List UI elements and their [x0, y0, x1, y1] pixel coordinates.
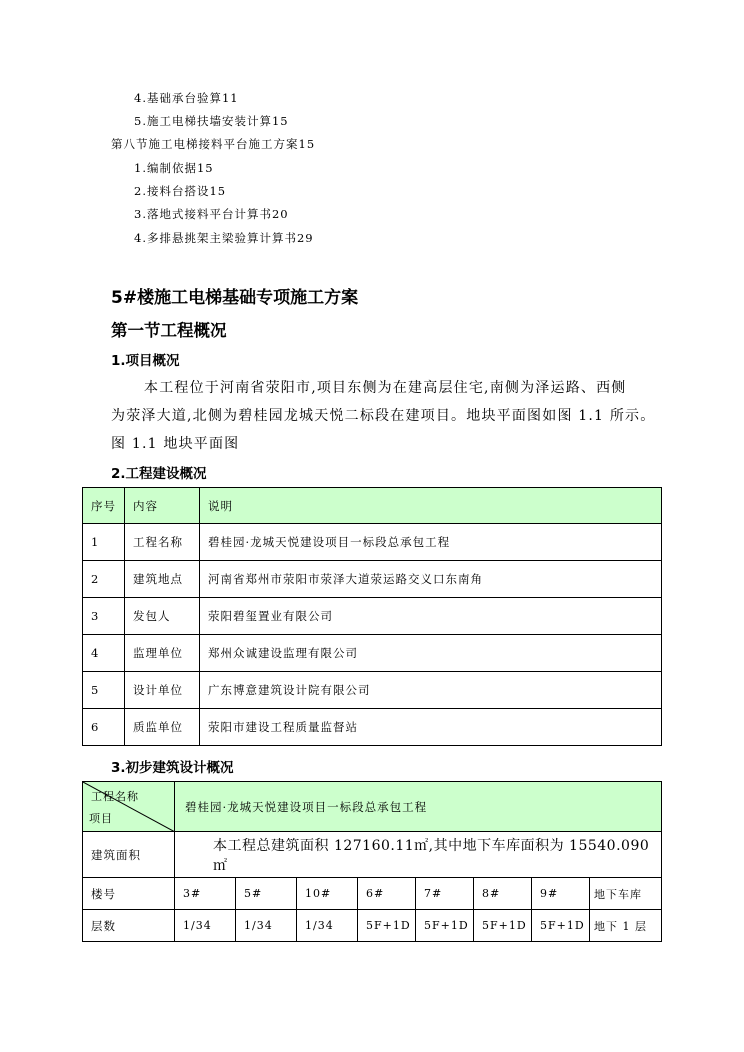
- table-cell: 10#: [297, 878, 358, 910]
- table-row: [83, 635, 662, 672]
- table-cell: 河南省郑州市荥阳市荥泽大道荥运路交义口东南角: [200, 561, 662, 598]
- table-cell: 地下 1 层: [590, 910, 662, 942]
- table-row: [83, 524, 662, 561]
- subsection-title: 2.工程建设概况: [111, 466, 207, 482]
- table-cell: 5F+1D: [358, 910, 416, 942]
- table-cell: 广东博意建筑设计院有限公司: [200, 672, 662, 709]
- table-cell: 地下车库: [590, 878, 662, 910]
- table-header-row: [83, 488, 662, 524]
- section-title: 第一节工程概况: [111, 321, 227, 340]
- design-overview-table: [82, 781, 662, 942]
- table-cell: 荥阳市建设工程质量监督站: [200, 709, 662, 746]
- table-row: [83, 672, 662, 709]
- table-row: [83, 832, 662, 878]
- table-cell: 9#: [532, 878, 590, 910]
- header-cell: 说明: [200, 488, 662, 524]
- corner-label-bottom: 项目: [89, 812, 113, 825]
- table-cell: 1/34: [236, 910, 297, 942]
- table-cell: 2: [83, 561, 125, 598]
- table-row: [83, 878, 662, 910]
- toc-item[interactable]: 第八节施工电梯接料平台施工方案15: [111, 137, 316, 151]
- toc-item[interactable]: 3.落地式接料平台计算书20: [134, 207, 289, 221]
- area-value-cell: 本工程总建筑面积 127160.11㎡,其中地下车库面积为 15540.090㎡: [175, 832, 662, 878]
- table-cell: 1/34: [175, 910, 236, 942]
- table-row: [83, 709, 662, 746]
- table-cell: 5: [83, 672, 125, 709]
- table-cell: 监理单位: [125, 635, 200, 672]
- floors-label-cell: 层数: [83, 910, 175, 942]
- table-cell: 1/34: [297, 910, 358, 942]
- paragraph-line: 本工程位于河南省荥阳市,项目东侧为在建高层住宅,南侧为泽运路、西侧: [144, 380, 627, 396]
- table-cell: 发包人: [125, 598, 200, 635]
- project-info-table: [82, 487, 662, 746]
- table-cell: 3#: [175, 878, 236, 910]
- table-cell: 6#: [358, 878, 416, 910]
- toc-item[interactable]: 2.接料台搭设15: [134, 184, 227, 198]
- subsection-title: 1.项目概况: [111, 353, 180, 369]
- table-cell: 郑州众诚建设监理有限公司: [200, 635, 662, 672]
- table-cell: 4: [83, 635, 125, 672]
- table-row: [83, 598, 662, 635]
- table-row: [83, 782, 662, 832]
- figure-caption: 图 1.1 地块平面图: [111, 436, 240, 452]
- table-cell: 8#: [474, 878, 532, 910]
- toc-item[interactable]: 1.编制依据15: [134, 161, 214, 175]
- area-label-cell: 建筑面积: [83, 832, 175, 878]
- table-cell: 荥阳碧玺置业有限公司: [200, 598, 662, 635]
- table-cell: 工程名称: [125, 524, 200, 561]
- table-cell: 质监单位: [125, 709, 200, 746]
- subsection-title: 3.初步建筑设计概况: [111, 760, 234, 776]
- toc-item[interactable]: 4.基础承台验算11: [134, 91, 239, 105]
- table-cell: 5F+1D: [532, 910, 590, 942]
- document-title: 5#楼施工电梯基础专项施工方案: [111, 288, 359, 308]
- table-cell: 设计单位: [125, 672, 200, 709]
- table-cell: 5#: [236, 878, 297, 910]
- building-label-cell: 楼号: [83, 878, 175, 910]
- table-row: [83, 910, 662, 942]
- toc-item[interactable]: 4.多排悬挑架主梁验算计算书29: [134, 231, 314, 245]
- table-cell: 6: [83, 709, 125, 746]
- toc-item[interactable]: 5.施工电梯扶墙安装计算15: [134, 114, 289, 128]
- paragraph-line: 为荥泽大道,北侧为碧桂园龙城天悦二标段在建项目。地块平面图如图 1.1 所示。: [111, 408, 656, 424]
- header-cell: 序号: [83, 488, 125, 524]
- project-name-cell: 碧桂园·龙城天悦建设项目一标段总承包工程: [175, 782, 662, 832]
- header-cell: 内容: [125, 488, 200, 524]
- table-row: [83, 561, 662, 598]
- corner-label-top: 工程名称: [91, 790, 139, 803]
- table-cell: 碧桂园·龙城天悦建设项目一标段总承包工程: [200, 524, 662, 561]
- table-cell: 5F+1D: [416, 910, 474, 942]
- table-cell: 5F+1D: [474, 910, 532, 942]
- table-cell: 1: [83, 524, 125, 561]
- table-cell: 3: [83, 598, 125, 635]
- diagonal-header-cell: [83, 782, 175, 832]
- table-cell: 建筑地点: [125, 561, 200, 598]
- table-cell: 7#: [416, 878, 474, 910]
